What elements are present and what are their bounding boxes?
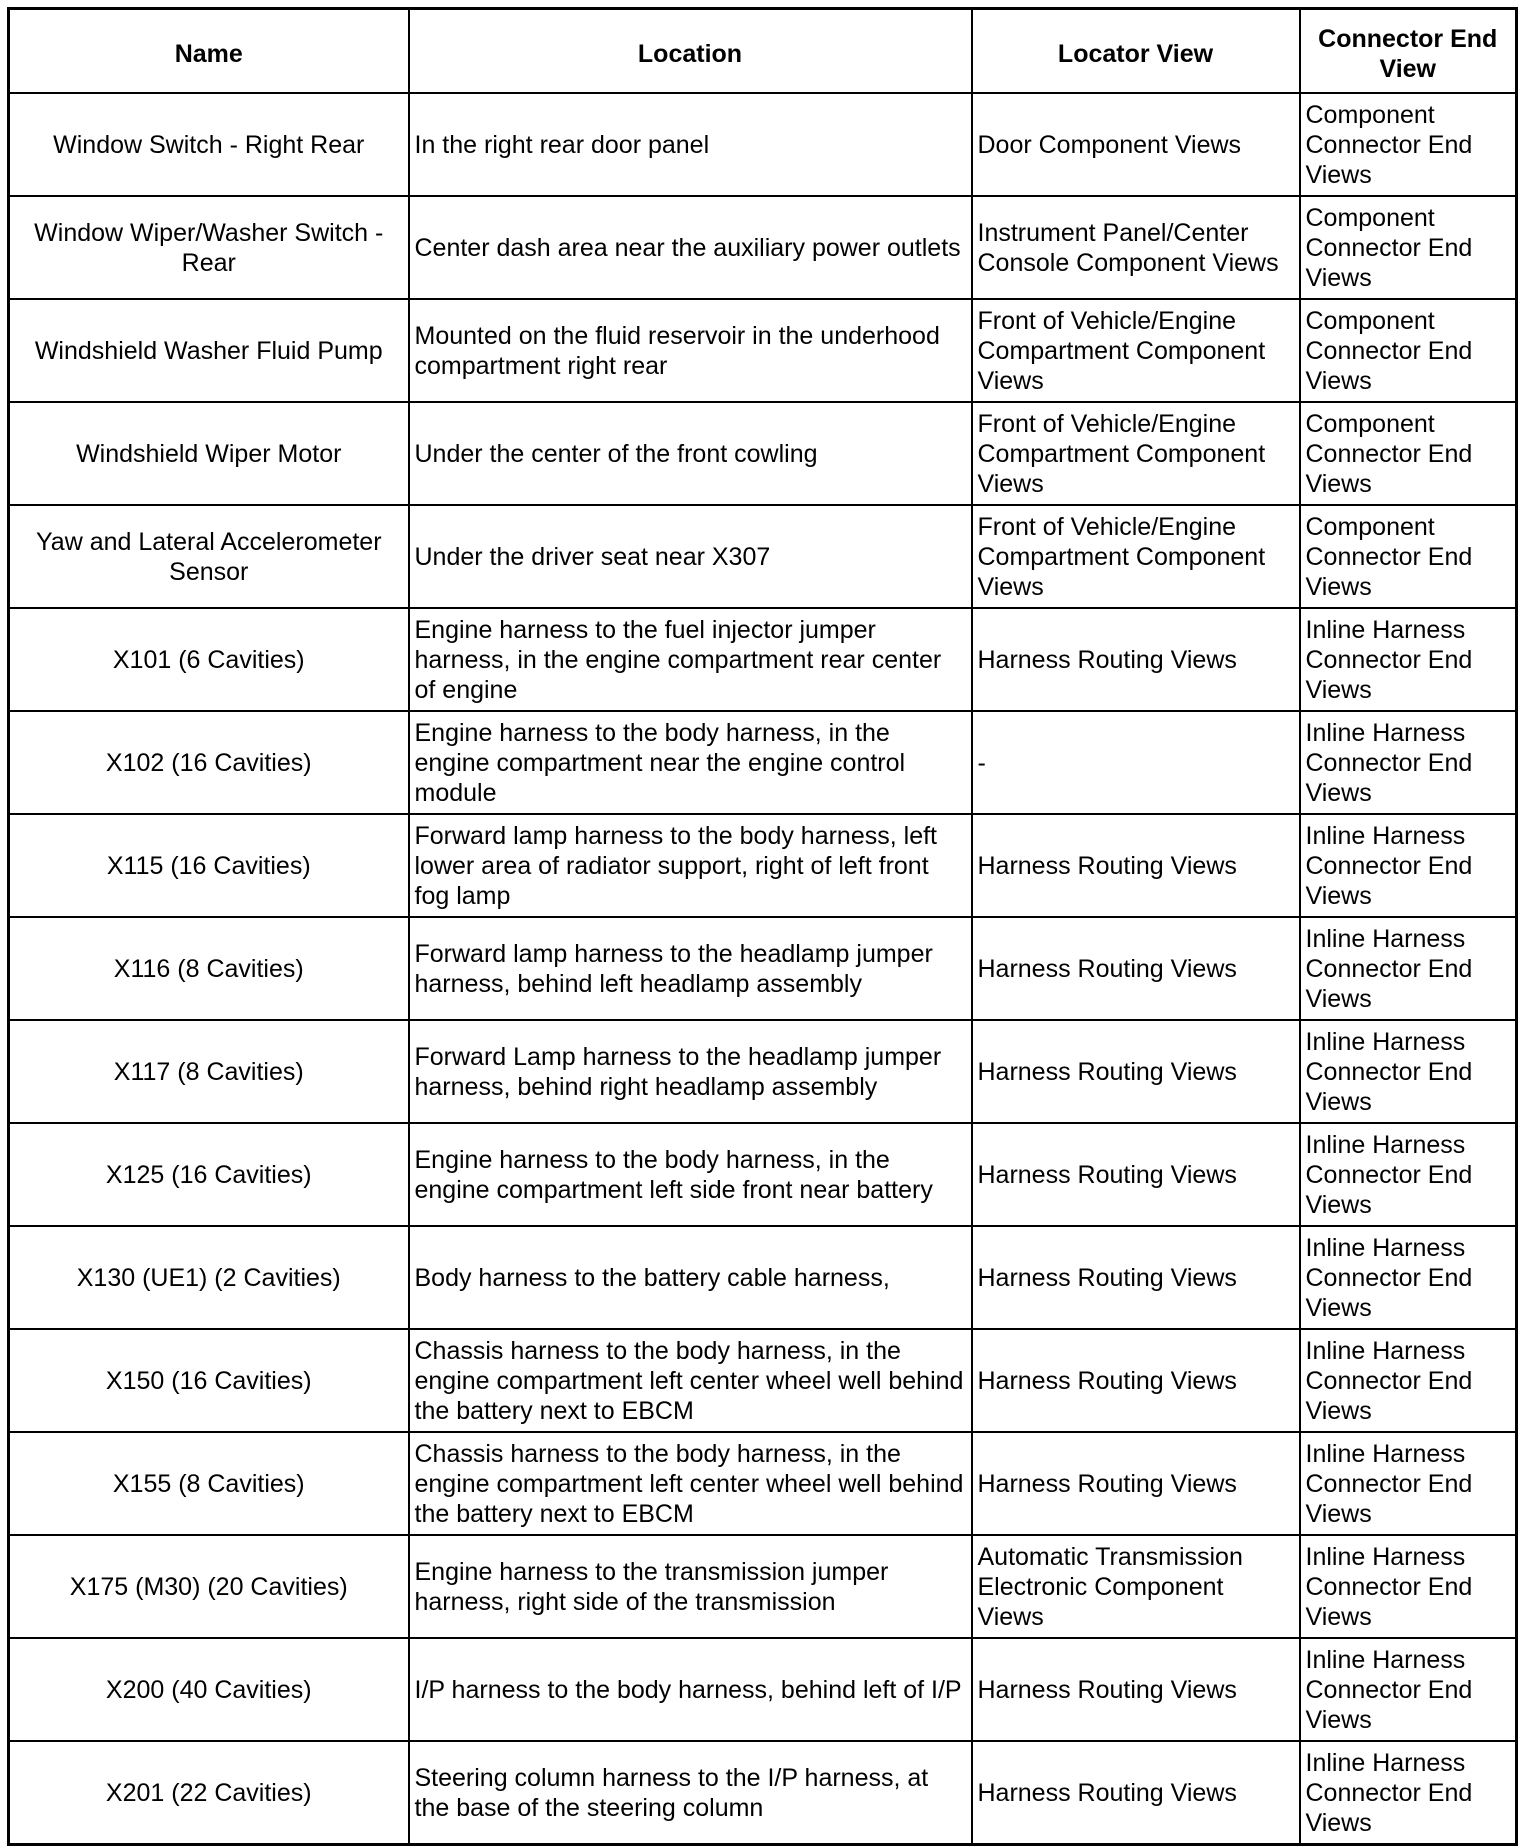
cell-locator-view: Harness Routing Views <box>972 1226 1300 1329</box>
cell-location: Under the driver seat near X307 <box>409 505 972 608</box>
table-row <box>9 299 1517 402</box>
cell-locator-view: Front of Vehicle/Engine Compartment Component Views <box>972 299 1300 402</box>
cell-locator-view: Harness Routing Views <box>972 1020 1300 1123</box>
cell-location: Engine harness to the body harness, in the engine compartment left side front near battery <box>409 1123 972 1226</box>
cell-location: I/P harness to the body harness, behind left of I/P <box>409 1638 972 1741</box>
cell-connector-end-view: Component Connector End Views <box>1300 402 1517 505</box>
cell-location: In the right rear door panel <box>409 93 972 196</box>
table-row <box>9 1123 1517 1226</box>
cell-name: Windshield Wiper Motor <box>9 402 409 505</box>
cell-name: X155 (8 Cavities) <box>9 1432 409 1535</box>
cell-location: Forward lamp harness to the body harness, left lower area of radiator support, right of left front fog lamp <box>409 814 972 917</box>
cell-connector-end-view: Inline Harness Connector End Views <box>1300 1226 1517 1329</box>
table-row <box>9 505 1517 608</box>
table-row <box>9 608 1517 711</box>
cell-locator-view: Harness Routing Views <box>972 608 1300 711</box>
cell-name: Windshield Washer Fluid Pump <box>9 299 409 402</box>
table-row <box>9 1432 1517 1535</box>
cell-locator-view: Automatic Transmission Electronic Component Views <box>972 1535 1300 1638</box>
cell-locator-view: Door Component Views <box>972 93 1300 196</box>
cell-name: X130 (UE1) (2 Cavities) <box>9 1226 409 1329</box>
cell-name: Window Switch - Right Rear <box>9 93 409 196</box>
cell-location: Body harness to the battery cable harness, <box>409 1226 972 1329</box>
cell-connector-end-view: Inline Harness Connector End Views <box>1300 1638 1517 1741</box>
cell-locator-view: Front of Vehicle/Engine Compartment Component Views <box>972 505 1300 608</box>
cell-location: Chassis harness to the body harness, in the engine compartment left center wheel well behind the battery next to EBCM <box>409 1432 972 1535</box>
cell-name: X125 (16 Cavities) <box>9 1123 409 1226</box>
cell-name: X102 (16 Cavities) <box>9 711 409 814</box>
cell-locator-view: Harness Routing Views <box>972 1638 1300 1741</box>
cell-connector-end-view: Component Connector End Views <box>1300 93 1517 196</box>
table-body <box>9 93 1517 1845</box>
cell-connector-end-view: Inline Harness Connector End Views <box>1300 608 1517 711</box>
header-row <box>9 9 1517 94</box>
cell-name: X116 (8 Cavities) <box>9 917 409 1020</box>
cell-connector-end-view: Inline Harness Connector End Views <box>1300 1329 1517 1432</box>
cell-name: X175 (M30) (20 Cavities) <box>9 1535 409 1638</box>
cell-location: Center dash area near the auxiliary power outlets <box>409 196 972 299</box>
table-row <box>9 1741 1517 1845</box>
cell-location: Mounted on the fluid reservoir in the underhood compartment right rear <box>409 299 972 402</box>
table-row <box>9 1329 1517 1432</box>
cell-locator-view: Front of Vehicle/Engine Compartment Component Views <box>972 402 1300 505</box>
cell-location: Engine harness to the body harness, in the engine compartment near the engine control module <box>409 711 972 814</box>
table-row <box>9 1638 1517 1741</box>
cell-name: X115 (16 Cavities) <box>9 814 409 917</box>
cell-location: Forward Lamp harness to the headlamp jumper harness, behind right headlamp assembly <box>409 1020 972 1123</box>
table-row <box>9 814 1517 917</box>
table-row <box>9 917 1517 1020</box>
cell-location: Engine harness to the fuel injector jumper harness, in the engine compartment rear center of engine <box>409 608 972 711</box>
cell-location: Engine harness to the transmission jumper harness, right side of the transmission <box>409 1535 972 1638</box>
table-row <box>9 711 1517 814</box>
table-row <box>9 1226 1517 1329</box>
table-row <box>9 93 1517 196</box>
cell-locator-view: Harness Routing Views <box>972 814 1300 917</box>
table-row <box>9 196 1517 299</box>
cell-connector-end-view: Component Connector End Views <box>1300 196 1517 299</box>
cell-name: X201 (22 Cavities) <box>9 1741 409 1845</box>
cell-name: Yaw and Lateral Accelerometer Sensor <box>9 505 409 608</box>
cell-locator-view: Harness Routing Views <box>972 1432 1300 1535</box>
cell-locator-view: Harness Routing Views <box>972 1123 1300 1226</box>
cell-connector-end-view: Inline Harness Connector End Views <box>1300 1432 1517 1535</box>
cell-location: Under the center of the front cowling <box>409 402 972 505</box>
cell-connector-end-view: Inline Harness Connector End Views <box>1300 1741 1517 1845</box>
cell-connector-end-view: Inline Harness Connector End Views <box>1300 917 1517 1020</box>
cell-location: Chassis harness to the body harness, in the engine compartment left center wheel well behind the battery next to EBCM <box>409 1329 972 1432</box>
header-locator-view: Locator View <box>972 9 1300 94</box>
cell-locator-view: - <box>972 711 1300 814</box>
header-connector-end-view: Connector End View <box>1300 9 1517 94</box>
cell-connector-end-view: Inline Harness Connector End Views <box>1300 1020 1517 1123</box>
table-header <box>9 9 1517 94</box>
cell-connector-end-view: Inline Harness Connector End Views <box>1300 1535 1517 1638</box>
table-row <box>9 1535 1517 1638</box>
cell-location: Forward lamp harness to the headlamp jumper harness, behind left headlamp assembly <box>409 917 972 1020</box>
table-row <box>9 1020 1517 1123</box>
header-location: Location <box>409 9 972 94</box>
cell-locator-view: Harness Routing Views <box>972 1741 1300 1845</box>
cell-name: Window Wiper/Washer Switch - Rear <box>9 196 409 299</box>
cell-name: X101 (6 Cavities) <box>9 608 409 711</box>
cell-locator-view: Instrument Panel/Center Console Component Views <box>972 196 1300 299</box>
cell-locator-view: Harness Routing Views <box>972 1329 1300 1432</box>
cell-connector-end-view: Inline Harness Connector End Views <box>1300 1123 1517 1226</box>
cell-name: X150 (16 Cavities) <box>9 1329 409 1432</box>
cell-connector-end-view: Component Connector End Views <box>1300 505 1517 608</box>
cell-connector-end-view: Inline Harness Connector End Views <box>1300 814 1517 917</box>
cell-locator-view: Harness Routing Views <box>972 917 1300 1020</box>
header-name: Name <box>9 9 409 94</box>
table-row <box>9 402 1517 505</box>
connector-table <box>7 7 1518 1846</box>
cell-name: X117 (8 Cavities) <box>9 1020 409 1123</box>
cell-location: Steering column harness to the I/P harness, at the base of the steering column <box>409 1741 972 1845</box>
cell-name: X200 (40 Cavities) <box>9 1638 409 1741</box>
cell-connector-end-view: Component Connector End Views <box>1300 299 1517 402</box>
cell-connector-end-view: Inline Harness Connector End Views <box>1300 711 1517 814</box>
